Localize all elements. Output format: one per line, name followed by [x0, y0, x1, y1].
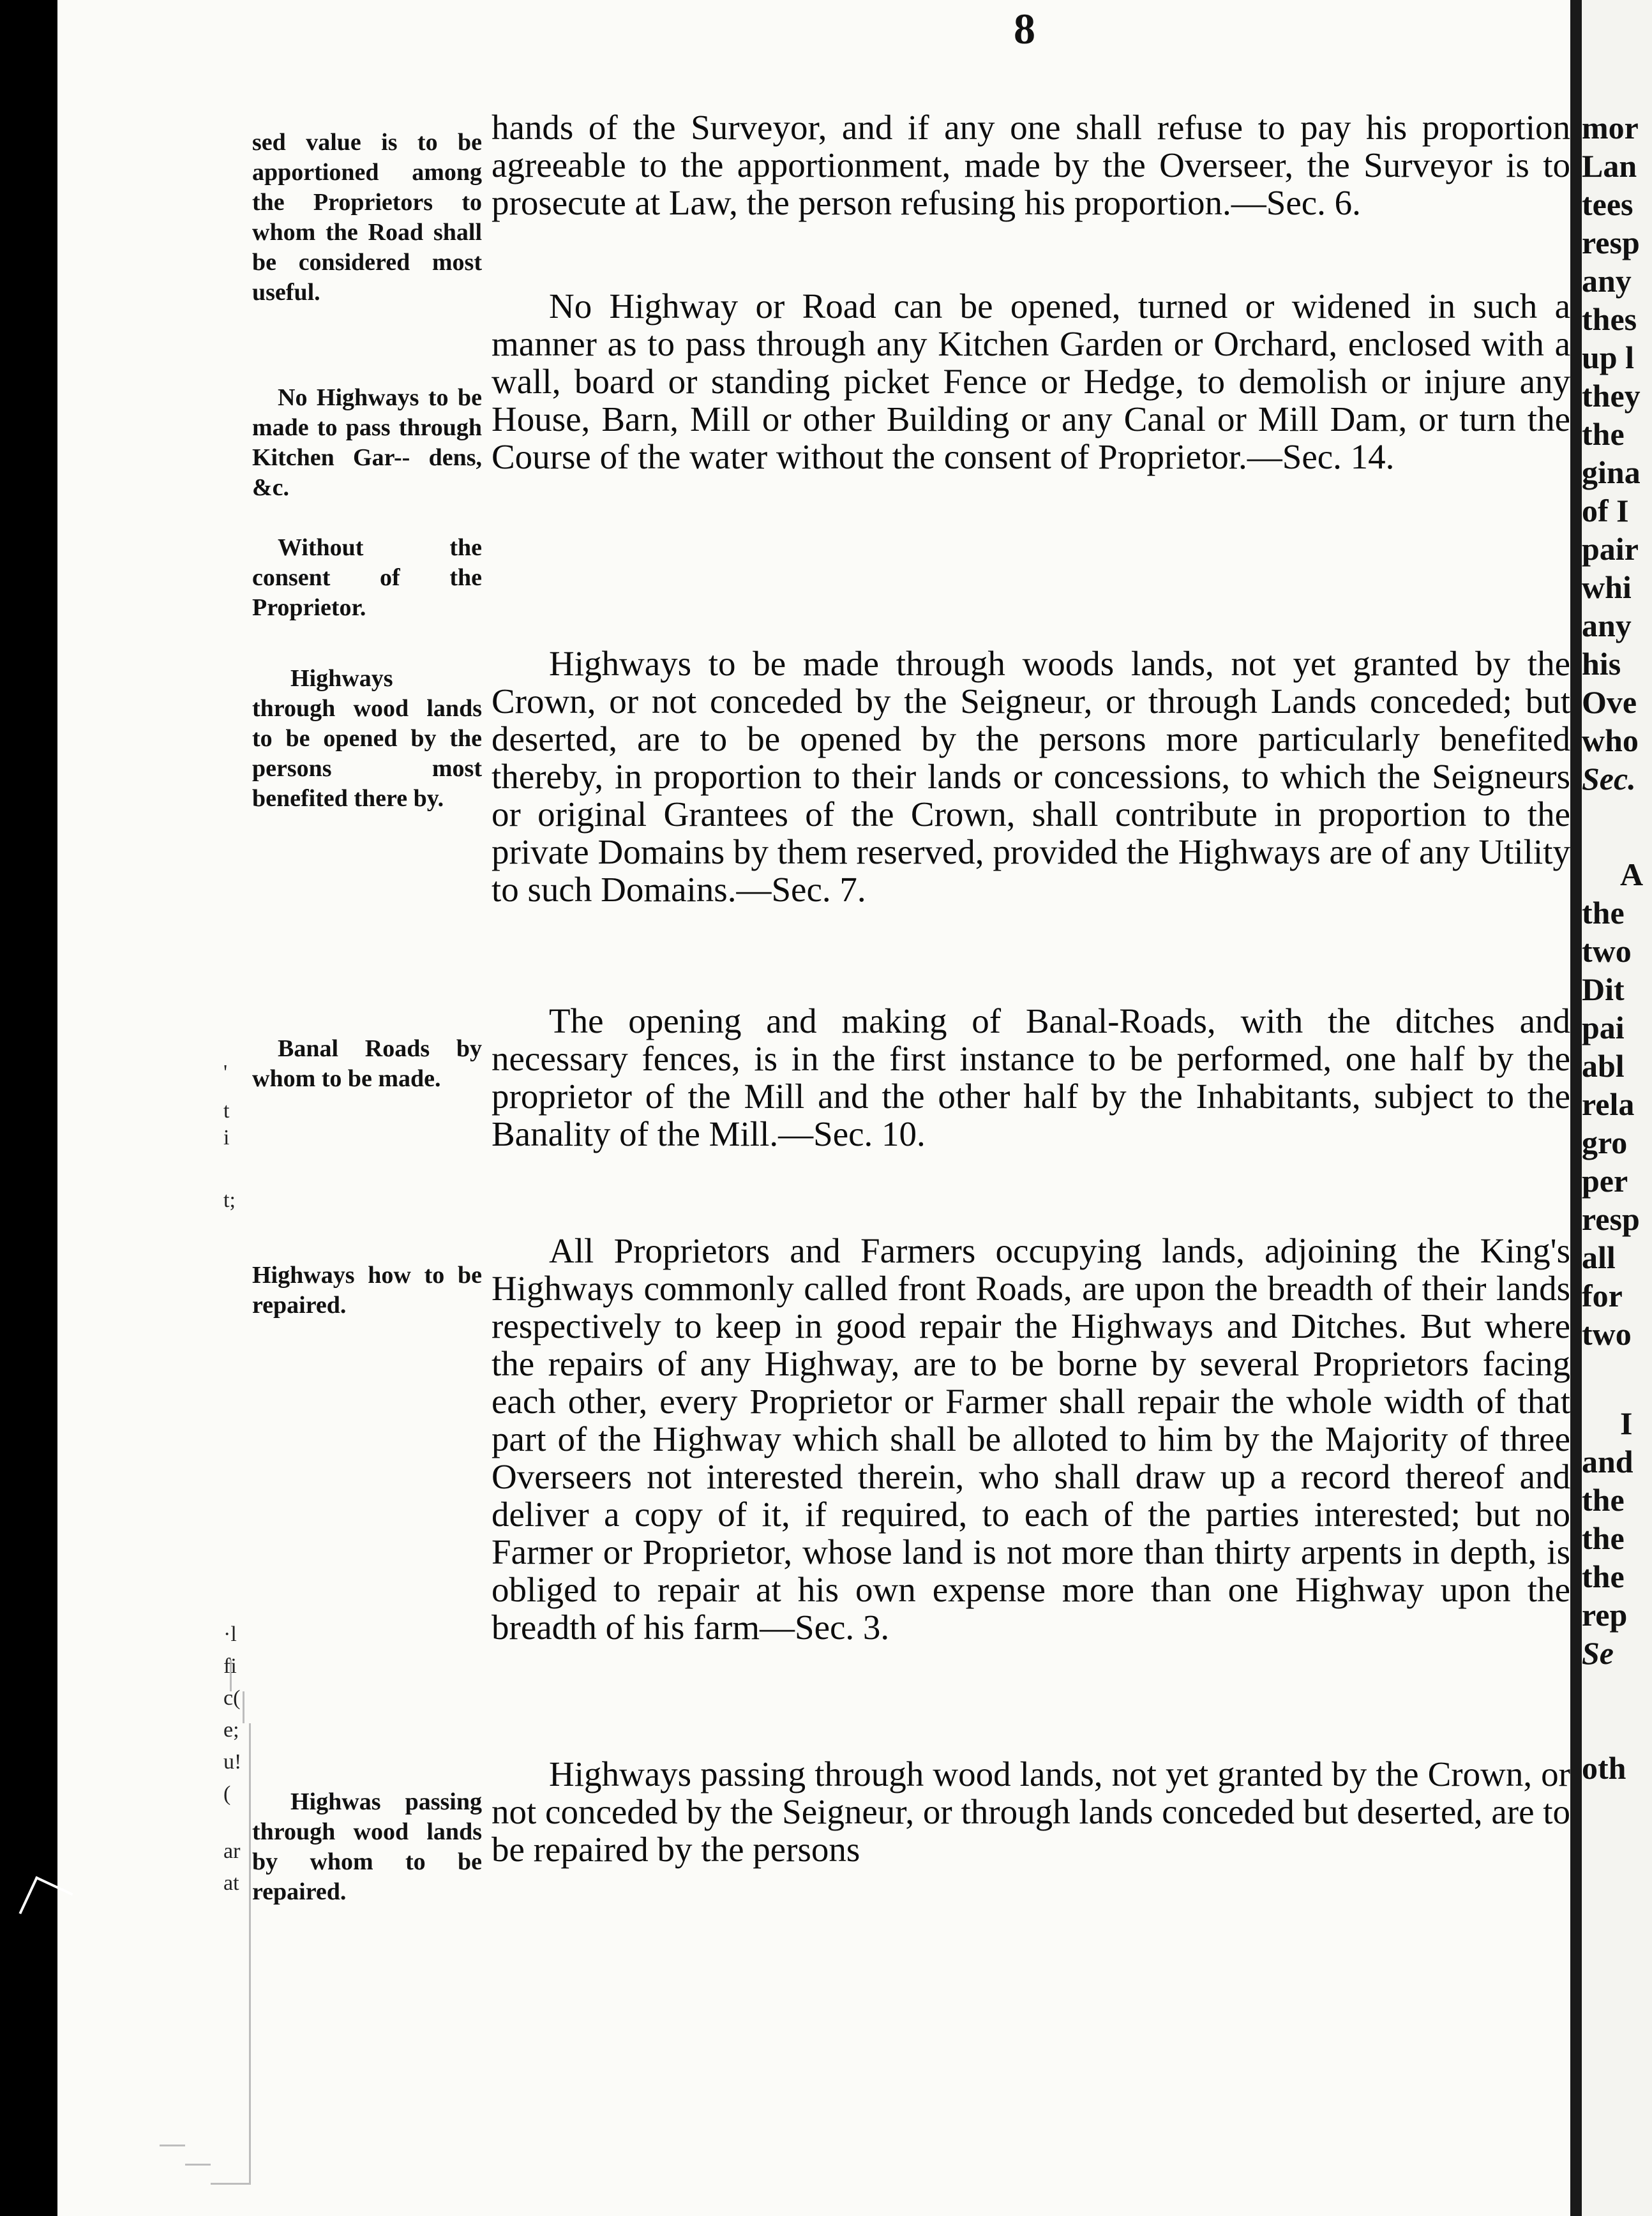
left-fragment: fi: [223, 1654, 237, 1678]
facing-page-fragment: thes: [1582, 301, 1637, 337]
facing-page-fragment: for: [1582, 1278, 1623, 1314]
facing-page-fragment: Sec.: [1582, 761, 1636, 797]
facing-page-fragment: his: [1582, 646, 1621, 682]
paragraph: No Highway or Road can be opened, turned or widened in such a manner as to pass through any Kitchen Garden or Orchard, enclosed with a wall, board or standing picket Fence or Hedge, to demolish or injure any House, Barn, Mill or other Building or any Canal or Mill Dam, or turn the Course of the water without the consent of Proprietor.—Sec. 14.: [492, 287, 1570, 476]
left-fragment: c(: [223, 1686, 241, 1710]
left-fragment: t;: [223, 1188, 236, 1212]
margin-note: sed value is to be apportioned among the Proprietors to whom the Road shall be considered most useful.: [252, 129, 482, 306]
facing-page-fragment: who: [1582, 722, 1639, 758]
margin-note: Highways through wood lands to be opened by the persons most benefited there by.: [252, 665, 482, 812]
facing-page-fragment: Ove: [1582, 684, 1637, 720]
margin-note: Highwas passing through wood lands by whom to be repaired.: [252, 1788, 482, 1905]
facing-page-fragment: resp: [1582, 225, 1640, 260]
paragraph: Highways passing through wood lands, not yet granted by the Crown, or not conceded by the Seigneur, or through lands conceded but deserted, are to be repaired by the persons: [492, 1755, 1571, 1869]
left-fragment: u!: [223, 1750, 242, 1774]
facing-page-fragment: gina: [1582, 454, 1641, 490]
facing-page-fragment: I: [1620, 1405, 1633, 1441]
facing-page-fragment: Lan: [1582, 148, 1637, 184]
left-fragment: (: [223, 1782, 231, 1806]
paragraph: The opening and making of Banal-Roads, with the ditches and necessary fences, is in the first instance to be performed, one half by the proprietor of the Mill and the other half by the Inhabitants, subject to the Banality of the Mill.—Sec. 10.: [492, 1001, 1570, 1153]
facing-page-fragment: rela: [1582, 1086, 1635, 1122]
left-fragment: ': [223, 1061, 228, 1084]
facing-page-fragment: two: [1582, 933, 1632, 969]
margin-note: Banal Roads by whom to be made.: [252, 1035, 482, 1092]
facing-page-fragment: and: [1582, 1444, 1633, 1479]
facing-page-fragment: pai: [1582, 1010, 1625, 1045]
page-number: 8: [1014, 4, 1035, 53]
facing-page-fragment: the: [1582, 895, 1625, 931]
margin-note: Highways how to be repaired.: [252, 1262, 482, 1319]
paragraph: Highways to be made through woods lands, not yet granted by the Crown, or not conceded by the Seigneur, or through Lands conceded; but deserted, are to be opened by the persons more particularly benefited thereby, in proportion to their lands or concessions, to which the Seigneurs or original Grantees of the Crown, shall contribute in proportion to the private Domains by them reserved, provided the Highways are of any Utility to such Domains.—Sec. 7.: [492, 644, 1570, 909]
left-fragment: e;: [223, 1718, 239, 1742]
facing-page-fragment: whi: [1582, 569, 1632, 605]
facing-page-fragment: the: [1582, 416, 1625, 452]
left-fragment: at: [223, 1871, 239, 1895]
facing-page-fragment: up l: [1582, 340, 1635, 375]
margin-note: No Highways to be made to pass through Kitchen Gar-- dens, &c.: [252, 384, 482, 501]
margin-note: Without the consent of the Proprietor.: [252, 534, 482, 621]
facing-page-fragment: abl: [1582, 1048, 1625, 1084]
facing-page-fragment: any: [1582, 263, 1632, 299]
facing-page-fragment: A: [1620, 857, 1644, 892]
facing-page-fragment: oth: [1582, 1750, 1626, 1786]
facing-page-edge: [1570, 0, 1652, 2216]
facing-page-fragment: the: [1582, 1482, 1625, 1518]
facing-page-fragment: gro: [1582, 1125, 1628, 1160]
facing-page-fragment: tees: [1582, 186, 1633, 222]
left-fragment: i: [223, 1126, 230, 1149]
left-fragment: t: [223, 1099, 230, 1123]
facing-page-fragment: the: [1582, 1520, 1625, 1556]
paragraph: hands of the Surveyor, and if any one shall refuse to pay his proportion agreeable to the apportionment, made by the Overseer, the Surveyor is to prosecute at Law, the person refusing his proportion.—Sec. 6.: [492, 108, 1570, 222]
facing-page-fragment: any: [1582, 608, 1632, 643]
facing-page-fragment: the: [1582, 1559, 1625, 1594]
facing-page-fragment: per: [1582, 1163, 1628, 1199]
facing-page-fragment: they: [1582, 378, 1641, 414]
facing-page-fragment: resp: [1582, 1201, 1640, 1237]
facing-page-fragment: Se: [1582, 1635, 1614, 1671]
facing-page-fragment: Dit: [1582, 971, 1625, 1007]
facing-page-fragment: all: [1582, 1239, 1616, 1275]
facing-page-fragment: of I: [1582, 493, 1629, 528]
left-fragment: ar: [223, 1839, 241, 1863]
left-fragment: ·l: [223, 1622, 237, 1646]
facing-page-fragment: pair: [1582, 531, 1639, 567]
facing-page-fragment: mor: [1582, 110, 1639, 146]
paragraph: All Proprietors and Farmers occupying lands, adjoining the King's Highways commonly called front Roads, are upon the breadth of their lands respectively to keep in good repair the Highways and Ditches. But where the repairs of any Highway, are to be borne by several Proprietors facing each other, every Proprietor or Farmer shall repair the whole width of that part of the Highway which shall be alloted to him by the Majority of three Overseers not interested therein, who shall draw up a record thereof and deliver a copy of it, if required, to each of the parties interested; but no Farmer or Proprietor, whose land is not more than thirty arpents in depth, is obliged to repair at his own expense more than one Highway upon the breadth of his farm—Sec. 3.: [492, 1231, 1570, 1647]
facing-page-fragment: rep: [1582, 1597, 1628, 1633]
facing-page-fragment: two: [1582, 1316, 1632, 1352]
